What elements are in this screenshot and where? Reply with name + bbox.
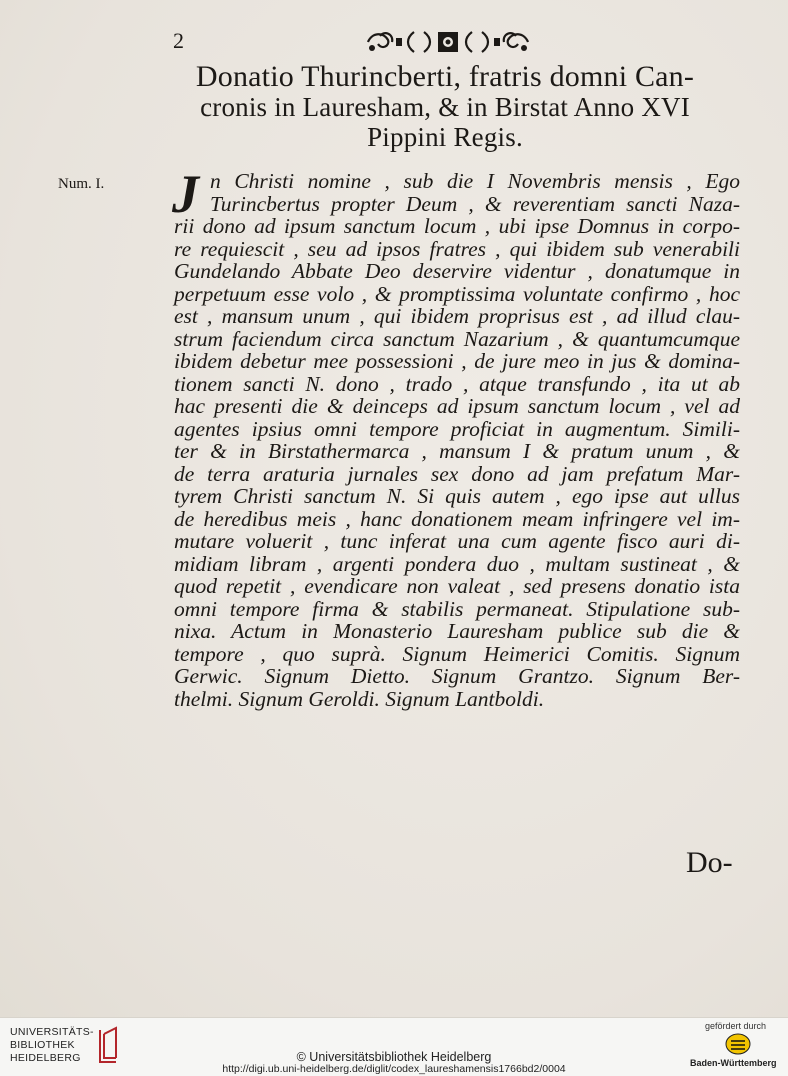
margin-note: Num. I. [58,176,105,192]
text-line: thelmi. Signum Geroldi. Signum Lantboldi. [174,686,545,711]
text-line: n Christi nomine , sub die I Novembris mensis , Ego [210,169,740,193]
bw-coat-of-arms-icon[interactable] [725,1033,751,1055]
text-line: rii dono ad ipsum sanctum locum , ubi ipse Domnus in corpo- [174,214,740,238]
library-name-line: BIBLIOTHEK [10,1039,75,1051]
footer-bar [0,1017,788,1076]
copyright-notice: © Universitätsbibliothek Heidelberg [296,1050,492,1064]
printers-ornament-icon [362,26,534,58]
text-line: tionem sancti N. dono , trado , atque transfundo , ita ut ab [174,371,740,396]
text-line: de heredibus meis , hanc donationem meam infringere vel im- [174,506,740,531]
text-line: omni tempore firma & stabilis permaneat. Stipulatione sub- [174,596,740,621]
charter-text [172,164,740,711]
text-line: tyrem Christi sanctum N. Si quis autem , ego ipse aut ullus [174,484,740,508]
text-line: strum faciendum circa sanctum Nazarium , & quantumcumque [174,326,740,351]
catchword: Do- [686,846,733,879]
text-line: nixa. Actum in Monasterio Lauresham publice sub die & [174,619,740,643]
title-line: cronis in Lauresham, & in Birstat Anno XVI [200,92,690,122]
text-line: agentes ipsius omni tempore proficiat in augmentum. Simili- [174,416,740,441]
library-name-line: HEIDELBERG [10,1052,81,1064]
text-line: re requiescit , seu ad ipsos fratres , qui ibidem sub venerabili [174,236,740,261]
text-line: perpetuum esse volo , & promptissima voluntate confirmo , hoc [174,281,740,306]
page-number: 2 [173,28,184,53]
drop-cap: J [172,164,199,224]
text-line: ter & in Birstathermarca , mansum I & pratum unum , & [174,439,740,463]
title-line: Donatio Thurincberti, fratris domni Can- [195,60,695,93]
text-line: quod repetit , evendicare non valeat , sed presens donatio ista [174,574,740,598]
text-line: Gerwic. Signum Dietto. Signum Grantzo. Signum Ber- [174,664,740,688]
sponsor-label: gefördert durch [705,1021,767,1031]
text-line: est , mansum unum , qui ibidem proprisus est , ad illud clau- [174,304,740,328]
text-line: Gundelando Abbate Deo deservire videntur , donatumque in [174,259,740,283]
text-line: hac presenti die & deinceps ad ipsum sanctum locum , vel ad [174,394,740,418]
text-line: ibidem debetur mee possessioni , de jure meo in jus & domina- [174,349,740,373]
document-title [150,62,740,152]
title-line: Pippini Regis. [367,122,523,152]
text-line: midiam libram , argenti pondera duo , multam sustineat , & [174,551,740,576]
sponsor-name: Baden-Württemberg [690,1058,777,1068]
text-line: Turincbertus propter Deum , & reverentiam sancti Naza- [210,191,740,216]
text-line: tempore , quo suprà. Signum Heimerici Comitis. Signum [174,641,740,666]
library-name-line: UNIVERSITÄTS- [10,1026,94,1038]
text-line: de terra araturia jurnales sex dono ad jam prefatum Mar- [174,461,740,486]
text-line: mutare voluerit , tunc inferat una cum agente fisco auri di- [174,529,740,553]
permalink-url[interactable]: http://digi.ub.uni-heidelberg.de/diglit/codex_laureshamensis1766bd2/0004 [222,1063,566,1075]
